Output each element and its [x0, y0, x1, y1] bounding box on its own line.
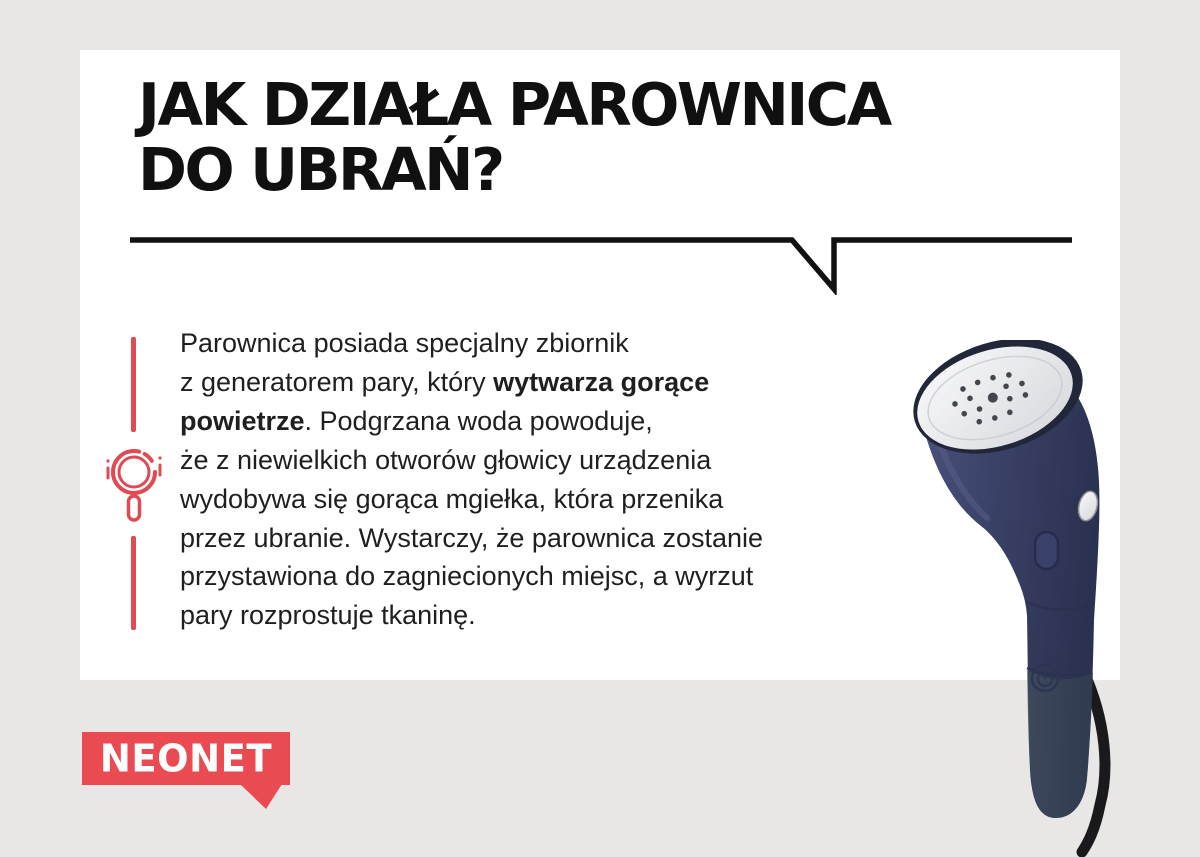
paragraph-line: powietrze. Podgrzana woda powoduje, [180, 405, 653, 436]
steam-button [1035, 532, 1058, 569]
page-title-line1: JAK DZIAŁA PAROWNICA [138, 70, 890, 139]
water-tank [1027, 670, 1093, 818]
neonet-logo-tail [238, 784, 282, 810]
paragraph-line: przystawiona do zagniecionych miejsc, a wyrzut [180, 561, 754, 592]
paragraph-line: Parownica posiada specjalny zbiornik [180, 328, 629, 358]
paragraph-line: z generatorem pary, który wytwarza gorące [180, 366, 710, 397]
description-paragraph [180, 324, 880, 635]
neonet-logo-text: NEONET [99, 736, 273, 781]
paragraph-line: wydobywa się gorąca mgiełka, która przenika [180, 483, 724, 514]
garment-steamer-photo [885, 340, 1135, 857]
divider-speech-notch [130, 237, 1075, 295]
neonet-logo [82, 732, 290, 785]
paragraph-line: że z niewielkich otworów głowicy urządzenia [180, 444, 712, 475]
page-title [138, 72, 1038, 202]
page-title-line2: DO UBRAŃ? [138, 135, 503, 204]
accent-rail-top [131, 337, 136, 432]
magnifier-icon [102, 438, 166, 526]
accent-rail-bottom [131, 536, 136, 630]
paragraph-line: pary rozprostuje tkaninę. [180, 600, 476, 631]
paragraph-line: przez ubranie. Wystarczy, że parownica zostanie [180, 522, 764, 553]
